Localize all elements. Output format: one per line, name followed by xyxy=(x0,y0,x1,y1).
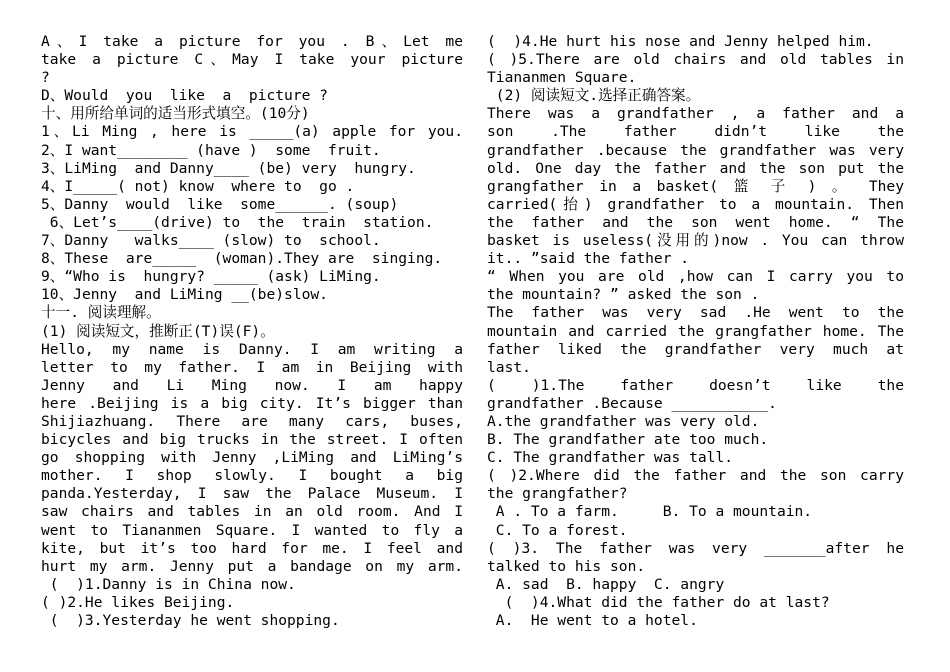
text-line: Hello, my name is Danny. I am writing a xyxy=(41,340,463,358)
text-line: saw chairs and tables in an old room. And I xyxy=(41,503,463,521)
text-line: son .The father didn’t like the xyxy=(487,123,904,141)
text-line: 5、Danny would like some______. (soup) xyxy=(41,195,399,213)
text-line: panda.Yesterday, I saw the Palace Museum. I xyxy=(41,485,463,503)
text-line: The father was very sad .He went to the xyxy=(487,304,904,322)
text-line: grandfather .because the grandfather was very xyxy=(487,141,904,159)
text-line: ? xyxy=(41,69,50,87)
text-line: hurt my arm. Jenny put a bandage on my arm. xyxy=(41,557,463,575)
text-line: letter to my father. I am in Beijing with xyxy=(41,358,463,376)
text-line: A. sad B. happy C. angry xyxy=(487,575,725,593)
text-line: the mountain? ” asked the son . xyxy=(487,286,760,304)
text-line: carried(抬) grandfather to a mountain. Then xyxy=(487,195,904,213)
text-line: talked to his son. xyxy=(487,557,646,575)
text-line: (2) 阅读短文.选择正确答案。 xyxy=(487,87,701,105)
text-line: ( )3. The father was very _______after he xyxy=(487,539,904,557)
text-line: basket is useless(没用的)now . You can throw xyxy=(487,232,904,250)
text-line: father liked the grandfather very much at xyxy=(487,340,904,358)
text-line: 6、Let’s____(drive) to the train station. xyxy=(41,213,434,231)
text-line: A. He went to a hotel. xyxy=(487,612,698,629)
text-line: go shopping with Jenny ,LiMing and LiMing’s xyxy=(41,449,463,467)
text-line: take a picture C、May I take your picture xyxy=(41,51,463,69)
text-line: 10、Jenny and LiMing __(be)slow. xyxy=(41,286,328,304)
text-line: old. One day the father and the son put the xyxy=(487,159,904,177)
text-line: 十、用所给单词的适当形式填空。(10分) xyxy=(41,105,310,123)
text-line: ( )4.He hurt his nose and Jenny helped him. xyxy=(487,33,874,50)
text-line: kite, but it’s too hard for me. I feel and xyxy=(41,539,463,557)
text-line: B. The grandfather ate too much. xyxy=(487,431,769,449)
text-line: it.. ”said the father . xyxy=(487,250,690,268)
text-line: Shijiazhuang. There are many cars, buses, xyxy=(41,412,463,430)
text-line: 1、Li Ming , here is _____(a) apple for you. xyxy=(41,123,463,141)
text-line: 十一. 阅读理解。 xyxy=(41,304,161,322)
text-line: 4、I_____( not) know where to go . xyxy=(41,177,355,195)
text-line: ( )1.The father doesn’t like the xyxy=(487,376,904,394)
text-line: bicycles and big trucks in the street. I often xyxy=(41,431,463,449)
text-line: C. To a forest. xyxy=(487,521,628,539)
text-line: A.the grandfather was very old. xyxy=(487,412,760,430)
text-line: ( )2.He likes Beijing. xyxy=(41,593,235,611)
text-line: There was a grandfather , a father and a xyxy=(487,105,904,123)
text-line: ( )2.Where did the father and the son carry xyxy=(487,467,904,485)
text-line: mountain and carried the grangfather home. The xyxy=(487,322,904,340)
text-line: ( )5.There are old chairs and old tables in xyxy=(487,51,904,69)
text-line: A、I take a picture for you . B、Let me xyxy=(41,33,463,50)
text-line: ( )3.Yesterday he went shopping. xyxy=(41,612,340,629)
text-line: grandfather .Because ___________. xyxy=(487,394,777,412)
text-line: 9、“Who is hungry? _____ (ask) LiMing. xyxy=(41,268,381,286)
text-line: ( )4.What did the father do at last? xyxy=(487,593,830,611)
text-line: grangfather in a basket( 篮 子 ) 。 They xyxy=(487,177,904,195)
text-line: mother. I shop slowly. I bought a big xyxy=(41,467,463,485)
text-line: last. xyxy=(487,358,531,376)
left-column xyxy=(41,33,463,630)
text-line: went to Tiananmen Square. I wanted to fly a xyxy=(41,521,463,539)
right-column xyxy=(487,33,904,630)
text-line: C. The grandfather was tall. xyxy=(487,449,734,467)
text-line: the father and the son went home. “ The xyxy=(487,213,904,231)
text-line: 2、I want________ (have ) some fruit. xyxy=(41,141,381,159)
text-line: 3、LiMing and Danny____ (be) very hungry. xyxy=(41,159,416,177)
text-line: ( )1.Danny is in China now. xyxy=(41,575,296,593)
text-line: “ When you are old ,how can I carry you to xyxy=(487,268,904,286)
text-line: A . To a farm. B. To a mountain. xyxy=(487,503,813,521)
text-line: 8、These are_____ (woman).They are singing. xyxy=(41,250,443,268)
text-line: 7、Danny walks____ (slow) to school. xyxy=(41,232,381,250)
text-line: (1) 阅读短文，推断正(T)误(F)。 xyxy=(41,322,275,340)
text-line: the grangfather? xyxy=(487,485,628,503)
text-line: Tiananmen Square. xyxy=(487,69,637,87)
text-line: here .Beijing is a big city. It’s bigger than xyxy=(41,394,463,412)
text-line: D、Would you like a picture ? xyxy=(41,87,328,105)
text-line: Jenny and Li Ming now. I am happy xyxy=(41,376,463,394)
